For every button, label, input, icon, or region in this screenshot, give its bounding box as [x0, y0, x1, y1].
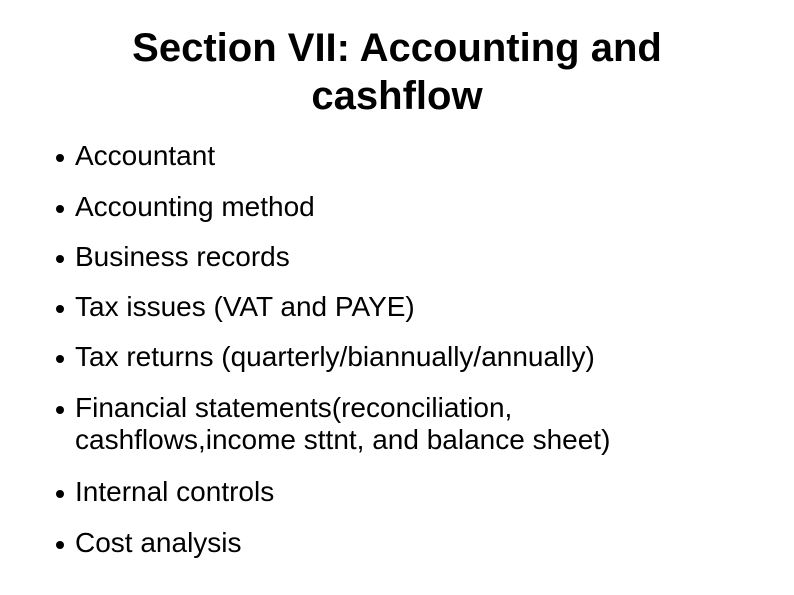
bullet-icon — [56, 305, 64, 313]
slide-title-line-1: Section VII: Accounting and — [132, 26, 662, 70]
bullet-icon — [56, 541, 64, 549]
slide-title-line-2: cashflow — [311, 74, 483, 118]
list-item-text: Tax returns (quarterly/biannually/annually) — [75, 341, 595, 372]
bullet-icon — [56, 355, 64, 363]
bullet-icon — [56, 154, 64, 162]
slide-title — [40, 24, 754, 120]
list-item-text: Tax issues (VAT and PAYE) — [75, 291, 415, 322]
list-item-text: Financial statements(reconciliation, cashflows,income sttnt, and balance sheet) — [75, 392, 611, 455]
list-item-text: Business records — [75, 241, 290, 272]
list-item-text: Cost analysis — [75, 527, 242, 558]
list-item-text: Accountant — [75, 140, 216, 171]
bullet-icon — [56, 490, 64, 498]
list-item-text: Internal controls — [75, 476, 275, 507]
bullet-icon — [56, 406, 64, 414]
list-item-text: Accounting method — [75, 191, 315, 222]
bullet-icon — [56, 255, 64, 263]
bullet-icon — [56, 205, 64, 213]
